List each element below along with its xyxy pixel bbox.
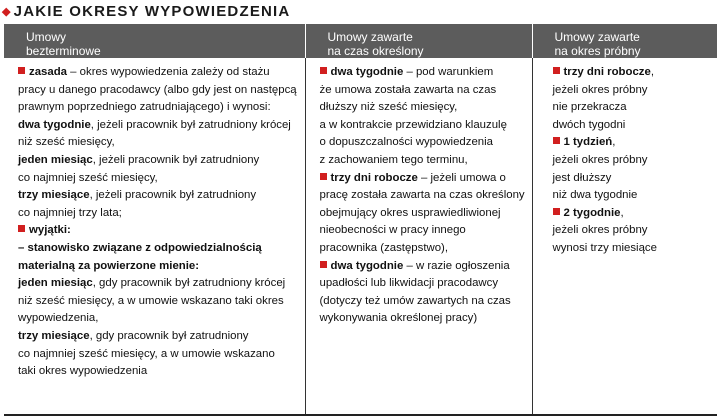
diamond-bullet-icon: ◆ [2, 5, 12, 18]
cell-fixed-term [305, 58, 532, 415]
text-line: co najmniej trzy lata; [18, 206, 122, 219]
page-title-text: JAKIE OKRESY WYPOWIEDZENIA [13, 2, 291, 20]
square-bullet-icon [320, 67, 327, 74]
text-line: pracy u danego pracodawcy (albo gdy jest on następcą [18, 83, 297, 96]
text-line: wynosi trzy miesiące [552, 241, 657, 254]
text-line [320, 64, 528, 82]
square-bullet-icon [18, 225, 25, 232]
bold-term: jeden miesiąc [18, 277, 93, 290]
text-line [18, 258, 301, 276]
text-fragment: , [620, 206, 624, 219]
text-line [18, 222, 301, 240]
text-line: o dopuszczalności wypowiedzenia [319, 136, 493, 149]
text-fragment: , jeżeli pracownik był zatrudniony krócej [90, 118, 291, 131]
table-header-row [4, 24, 717, 58]
column-header-line: bezterminowe [26, 44, 101, 58]
text-line: wykonywania określonej pracy) [319, 312, 478, 325]
text-line: jeżeli okres próbny [552, 153, 648, 166]
text-line: taki okres wypowiedzenia [18, 365, 148, 378]
text-line: niż sześć miesięcy, [18, 136, 115, 149]
text-line: a w kontrakcie przewidziano klauzulę [319, 118, 507, 131]
text-line: dwóch tygodni [552, 118, 626, 131]
text-line [18, 275, 301, 293]
text-line [320, 258, 528, 276]
text-line: prawnym poprzedniego zatrudniającego) i wynosi: [18, 101, 271, 114]
text-fragment: , [612, 136, 616, 149]
text-line [553, 134, 714, 152]
text-line: co najmniej sześć miesięcy, a w umowie wskazano [18, 347, 275, 360]
bold-term: 1 tydzień [563, 136, 613, 149]
square-bullet-icon [320, 173, 327, 180]
text-line: dłuższy niż sześć miesięcy, [319, 101, 458, 114]
square-bullet-icon [553, 208, 560, 215]
bold-term: trzy dni robocze [330, 171, 418, 184]
text-line [18, 187, 301, 205]
text-line [320, 170, 528, 188]
text-line: co najmniej sześć miesięcy, [18, 171, 158, 184]
text-line: nieobecności w pracy innego [319, 224, 466, 237]
text-line: nie przekracza [552, 101, 627, 114]
text-fragment: , gdy pracownik był zatrudniony [89, 329, 249, 342]
text-line: jeżeli okres próbny [552, 83, 648, 96]
text-line: z zachowaniem tego terminu, [319, 153, 468, 166]
bold-term: trzy miesiące [18, 329, 90, 342]
text-line [18, 240, 301, 258]
column-header-trial [532, 24, 717, 58]
text-fragment: , [650, 66, 655, 78]
text-line: niż sześć miesięcy, a w umowie wskazano taki okres [18, 294, 284, 307]
bold-term: – stanowisko związane z odpowiedzialnością [18, 241, 262, 254]
column-header-line: Umowy zawarte [327, 30, 413, 44]
text-line: upadłości lub likwidacji pracodawcy [319, 277, 499, 290]
text-fragment: , jeżeli pracownik był zatrudniony [92, 153, 260, 166]
text-line [18, 328, 301, 346]
bold-term: dwa tygodnie [330, 66, 404, 78]
cell-trial [532, 58, 717, 415]
text-line: pracę została zawarta na czas określony [319, 189, 525, 202]
column-header-indefinite [4, 24, 305, 58]
column-header-line: Umowy [26, 30, 67, 44]
text-line: że umowa została zawarta na czas [319, 83, 497, 96]
bold-term: trzy dni robocze [563, 66, 651, 78]
square-bullet-icon [553, 67, 560, 74]
bold-term: dwa tygodnie [330, 259, 404, 272]
text-line [553, 64, 714, 82]
bold-term: materialną za powierzone mienie: [18, 259, 200, 272]
square-bullet-icon [320, 261, 327, 268]
text-line: pracownika (zastępstwo), [319, 241, 449, 254]
text-line: jeżeli okres próbny [552, 224, 648, 237]
square-bullet-icon [553, 137, 560, 144]
cell-indefinite [4, 58, 305, 415]
text-line: niż dwa tygodnie [552, 189, 638, 202]
text-line [553, 205, 714, 223]
bold-term: jeden miesiąc [18, 153, 93, 166]
text-fragment: – w razie ogłoszenia [403, 259, 510, 272]
text-line: jest dłuższy [552, 171, 612, 184]
column-header-line: Umowy zawarte [554, 30, 640, 44]
text-line: wypowiedzenia, [18, 312, 99, 325]
text-line: (dotyczy też umów zawartych na czas [319, 294, 511, 307]
text-line [18, 152, 301, 170]
text-fragment: – okres wypowiedzenia zależy od stażu [67, 66, 270, 78]
square-bullet-icon [18, 67, 25, 74]
text-fragment: – pod warunkiem [403, 66, 494, 78]
page-title [2, 1, 290, 21]
table-row [4, 58, 717, 415]
text-line: obejmujący okres usprawiedliwionej [319, 206, 501, 219]
bold-term: wyjątki: [29, 224, 71, 237]
text-fragment: , gdy pracownik był zatrudniony krócej [92, 277, 286, 290]
column-header-fixed-term [305, 24, 532, 58]
text-fragment: – jeżeli umowa o [417, 171, 506, 184]
column-header-line: na okres próbny [554, 44, 641, 58]
bold-term: trzy miesiące [18, 189, 90, 202]
bold-term: 2 tygodnie [563, 206, 621, 219]
text-line [18, 64, 301, 82]
bold-term: zasada [29, 66, 67, 78]
notice-periods-table [4, 24, 717, 416]
column-header-line: na czas określony [327, 44, 424, 58]
text-fragment: , jeżeli pracownik był zatrudniony [89, 189, 257, 202]
text-line [18, 117, 301, 135]
bold-term: dwa tygodnie [18, 118, 91, 131]
